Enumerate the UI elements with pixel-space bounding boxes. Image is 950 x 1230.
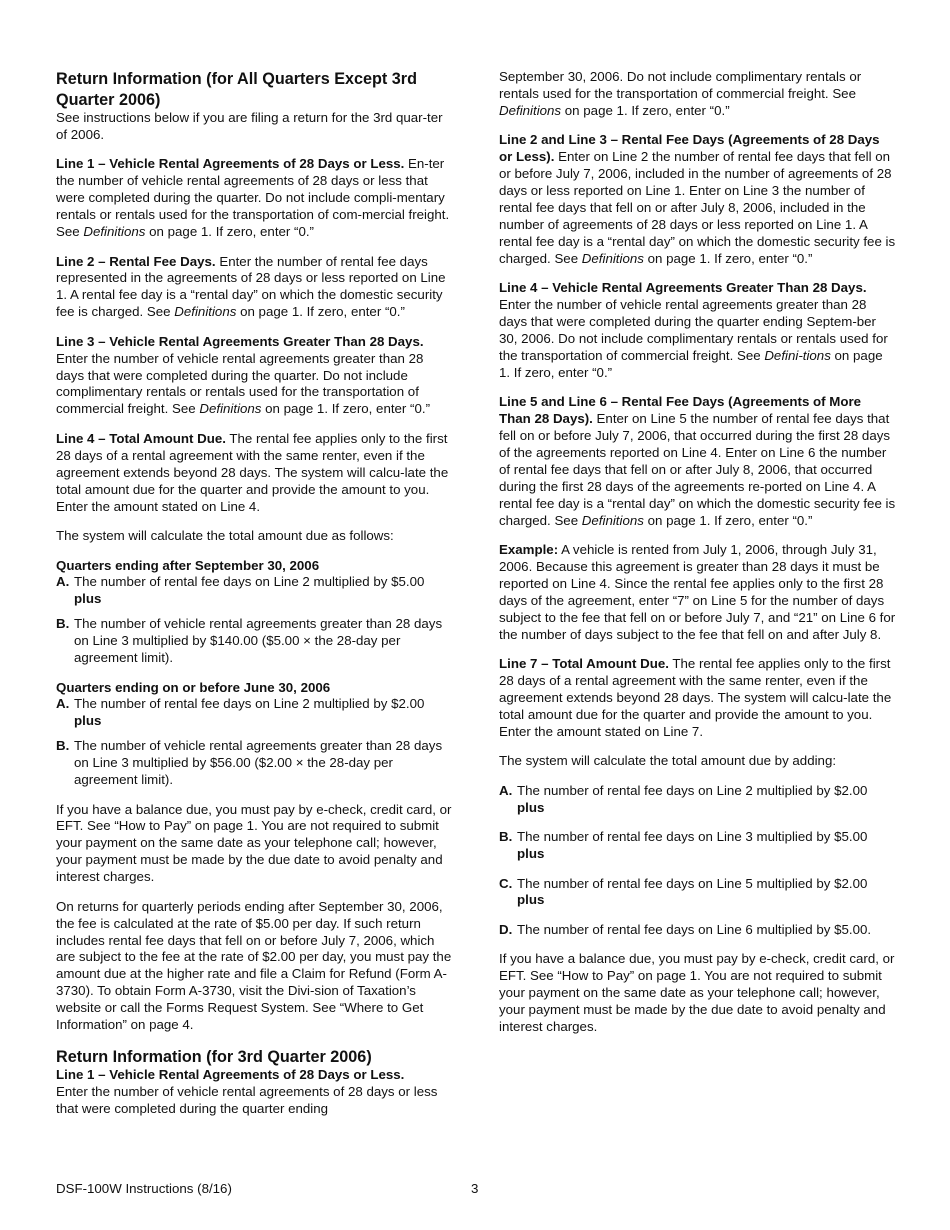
q3-line2-line3-instructions: Line 2 and Line 3 – Rental Fee Days (Agreements of 28 Days or Less). Enter on Line 2 the number of rental fee days that fell on or before July 7, 2006, included in the number of agreements of 28 days or less reported on Line 1. Enter on Line 3 the number of rental fee days that fell on or after July 8, 2006, included in the number of agreements of 28 days or less reported on Line 1. A rental fee day is a “rental day” on which the domestic security fee is charged. See Definitions on page 1. If zero, enter “0.” [499,132,896,266]
line-heading: Line 7 – Total Amount Due. [499,656,669,672]
line-heading: Line 1 – Vehicle Rental Agreements of 28 Days or Less. [56,156,405,172]
quarters-before-jun-heading: Quarters ending on or before June 30, 2006 [56,679,331,695]
calc-intro: The system will calculate the total amount due by adding: [499,753,837,769]
line-heading: Line 5 and Line 6 – Rental Fee Days (Agreements of More Than 28 Days). [499,394,862,427]
list-item: B. The number of rental fee days on Line 3 multiplied by $5.00 plus [499,829,868,861]
list-item: A. The number of rental fee days on Line 2 multiplied by $5.00 plus [56,574,425,607]
line-heading: Line 3 – Vehicle Rental Agreements Greater Than 28 Days. [56,333,424,349]
quarterly-rate-note: On returns for quarterly periods ending after September 30, 2006, the fee is calculated at the rate of $5.00 per day. If such return includes rental fee days that fell on or before July 7, 2006, which are subject to the fee at the rate of $2.00 per day, you must pay the amount due at the higher rate and file a Claim for Refund (Form A-3730). To obtain Form A-3730, visit the Divi-sion of Taxation’s website or call the Forms Request System. See “Where to Get Information” on page 4. [56,898,452,1033]
list-item: B. The number of vehicle rental agreements greater than 28 days on Line 3 multiplied by $56.00 ($2.00 × the 28-day per agreement limit). [56,738,443,788]
q3-line1-instructions: Line 1 – Vehicle Rental Agreements of 28 Days or Less. Enter the number of vehicle rental agreements of 28 days or less that were completed during the quarter ending [56,1067,438,1117]
q3-line7-instructions: Line 7 – Total Amount Due. The rental fee applies only to the first 28 days of a rental agreement with the same renter, even if the agreement extends beyond 28 days. The system will calcu-late the total amount due for the quarter and provide the amount to you. Enter the amount stated on Line 7. [499,656,892,739]
right-column [499,69,896,1049]
q3-line5-line6-instructions: Line 5 and Line 6 – Rental Fee Days (Agreements of More Than 28 Days). Enter on Line 5 the number of rental fee days that fell on or before July 7, 2006, that occurred during the first 28 days of the agreements reported on Line 4. Enter on Line 6 the number of rental fee days that fell on or after July 8, 2006, that occurred during the first 28 days of the agreements re-ported on Line 4. A rental fee day is a “rental day” on which the domestic security fee is charged. See Definitions on page 1. If zero, enter “0.” [499,394,896,528]
form-id-footer: DSF-100W Instructions (8/16) [56,1181,232,1196]
line-heading: Line 2 – Rental Fee Days. [56,253,216,269]
balance-due-paragraph: If you have a balance due, you must pay by e-check, credit card, or EFT. See “How to Pay” on page 1. You are not required to submit your payment on the same date as your telephone call; however, your payment must be made by the due date to avoid penalty and interest charges. [499,951,895,1035]
q3-line4-instructions: Line 4 – Vehicle Rental Agreements Greater Than 28 Days. Enter the number of vehicle rental agreements greater than 28 days that were completed during the quarter ending Septem-ber 30, 2006. Do not include complimentary rentals or rentals used for the transportation of commercial freight. See Defini-tions on page 1. If zero, enter “0.” [499,280,888,380]
q3-line1-continued: September 30, 2006. Do not include complimentary rentals or rentals used for the transportation of commercial freight. See Definitions on page 1. If zero, enter “0.” [499,69,862,118]
line-heading: Line 4 – Vehicle Rental Agreements Greater Than 28 Days. [499,280,867,296]
list-item: C. The number of rental fee days on Line 5 multiplied by $2.00 plus [499,875,868,908]
left-line3-instructions: Line 3 – Vehicle Rental Agreements Greater Than 28 Days. Enter the number of vehicle rental agreements greater than 28 days that were completed during the quarter. Do not include complimentary rentals or rentals used for the transportation of commercial freight. See Definitions on page 1. If zero, enter “0.” [56,333,430,417]
quarters-after-sep-heading: Quarters ending after September 30, 2006 [56,557,320,573]
list-item: D. The number of rental fee days on Line 6 multiplied by $5.00. [499,921,872,937]
section-title-3rd-quarter: Return Information (for 3rd Quarter 2006) [56,1047,372,1066]
section-intro: See instructions below if you are filing a return for the 3rd quar-ter of 2006. [56,110,443,142]
example-paragraph: Example: A vehicle is rented from July 1, 2006, through July 31, 2006. Because this agreement is greater than 28 days it must be reported on Line 4. Since the rental fee applies only to the first 28 days of the agreement, enter “7” on Line 5 for the number of days subject to the fee that fell on or before July 7, and “21” on Line 6 for the number of days subject to the fee that fell on and after July 8. [499,542,896,642]
list-item: B. The number of vehicle rental agreements greater than 28 days on Line 3 multiplied by $140.00 ($5.00 × the 28-day per agreement limit). [56,616,443,666]
calc-intro: The system will calculate the total amount due as follows: [56,528,394,543]
line-heading: Line 4 – Total Amount Due. [56,430,226,446]
balance-due-paragraph: If you have a balance due, you must pay by e-check, credit card, or EFT. See “How to Pay” on page 1. You are not required to submit your payment on the same date as your telephone call; however, your payment must be made by the due date to avoid penalty and interest charges. [56,801,452,885]
line-heading: Line 1 – Vehicle Rental Agreements of 28 Days or Less. [56,1067,405,1083]
example-label: Example: [499,542,559,558]
left-column [56,69,453,1118]
list-item: A. The number of rental fee days on Line 2 multiplied by $2.00 plus [56,696,425,729]
left-line1-instructions: Line 1 – Vehicle Rental Agreements of 28 Days or Less. En-ter the number of vehicle rental agreements of 28 days or less that were completed during the quarter. Do not include compli-mentary rentals or rentals used for the transportation of com-mercial freight. See Definitions on page 1. If zero, enter “0.” [56,156,450,240]
section-title-all-quarters: Return Information (for All Quarters Except 3rd Quarter 2006) [56,70,417,109]
list-item: A. The number of rental fee days on Line 2 multiplied by $2.00 plus [499,782,868,815]
left-line2-instructions: Line 2 – Rental Fee Days. Enter the number of rental fee days represented in the agreements of 28 days or less reported on Line 1. A rental fee day is a “rental day” on which the domestic security fee is charged. See Definitions on page 1. If zero, enter “0.” [56,253,446,320]
page-number: 3 [471,1181,479,1196]
line-heading: Line 2 and Line 3 – Rental Fee Days (Agreements of 28 Days or Less). [499,132,880,165]
left-line4-instructions: Line 4 – Total Amount Due. The rental fee applies only to the first 28 days of a rental agreement with the same renter, even if the agreement extends beyond 28 days. The system will calcu-late the total amount due for the quarter and provide the amount to you. Enter the amount stated on Line 4. [56,430,449,514]
